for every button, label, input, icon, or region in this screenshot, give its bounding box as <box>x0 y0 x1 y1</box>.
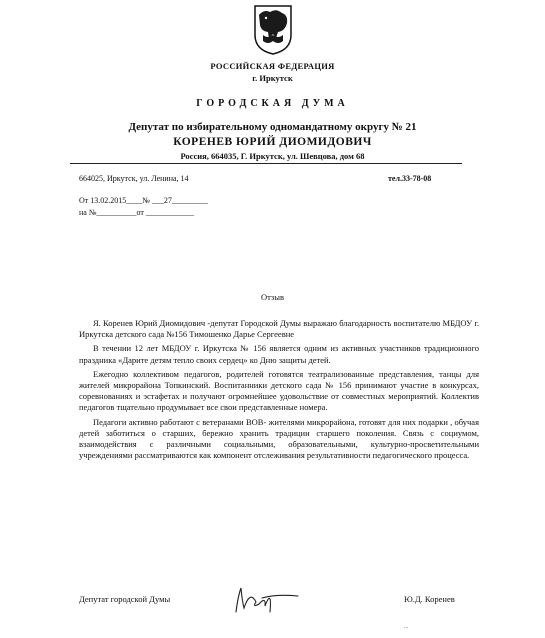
header-deputy-title: Депутат по избирательному одномандатному округу № 21 <box>128 121 417 133</box>
paragraph: Педагоги активно работают с ветеранами ВОВ- жителями микрорайона, готовят для них подарки , обучая детей заботиться о старших, бережно хранить традиции старшего поколения. Связь с социумом, взаимодействия с различными социальными, образовательными, культурно-просветительными учреждениями рассматриваются как компонент отслеживания результативности педагогического процесса. <box>79 416 479 461</box>
signature-name: Ю.Д. Коренев <box>404 594 455 604</box>
header-country: РОССИЙСКАЯ ФЕДЕРАЦИЯ <box>210 61 335 71</box>
irkutsk-coat-of-arms-emblem <box>254 5 292 55</box>
office-phone: тел.33-78-08 <box>388 174 432 183</box>
header-city-duma: ГОРОДСКАЯ ДУМА <box>196 98 349 109</box>
signature-position: Депутат городской Думы <box>79 594 171 604</box>
paragraph: В течении 12 лет МБДОУ г. Иркутска № 156 является одним из активных участников традиционного праздника «Дарите детям тепло своих сердец» ко Дню защиты детей. <box>79 343 479 365</box>
registry-date-number: От 13.02.2015____№ ___27_________ <box>79 196 208 205</box>
header-deputy-name: КОРЕНЕВ ЮРИЙ ДИОМИДОВИЧ <box>173 136 372 148</box>
header-city: г. Иркутск <box>252 73 293 83</box>
office-address: 664025, Иркутск, ул. Ленина, 14 <box>79 174 189 183</box>
document-title: Отзыв <box>260 292 285 302</box>
handwritten-signature <box>232 582 302 616</box>
registry-reference: на №__________от ____________ <box>79 208 194 217</box>
header-divider <box>70 163 462 164</box>
paragraph: Я. Коренев Юрий Диомидович -депутат Городской Думы выражаю благодарность воспитателю МБДОУ г. Иркутска детского сада №156 Тимошенко Дарье Сергеевне <box>79 318 479 340</box>
footer-stamp: ... <box>404 624 409 630</box>
paragraph: Ежегодно коллективом педагогов, родителей готовятся театрализованные представления, танцы для жителей микрорайона Топкинский. Воспитанники детского сада № 156 принимают участие в конкурсах, соревнованиях и эстафетах и получают огромнейшее удовольствие от совместных мероприятий. Коллектив педагогов тщательно продумывает все свои представленные номера. <box>79 368 479 413</box>
document-body <box>79 318 479 461</box>
header-deputy-address: Россия, 664035, Г. Иркутск, ул. Шевцова, дом 68 <box>180 151 365 161</box>
